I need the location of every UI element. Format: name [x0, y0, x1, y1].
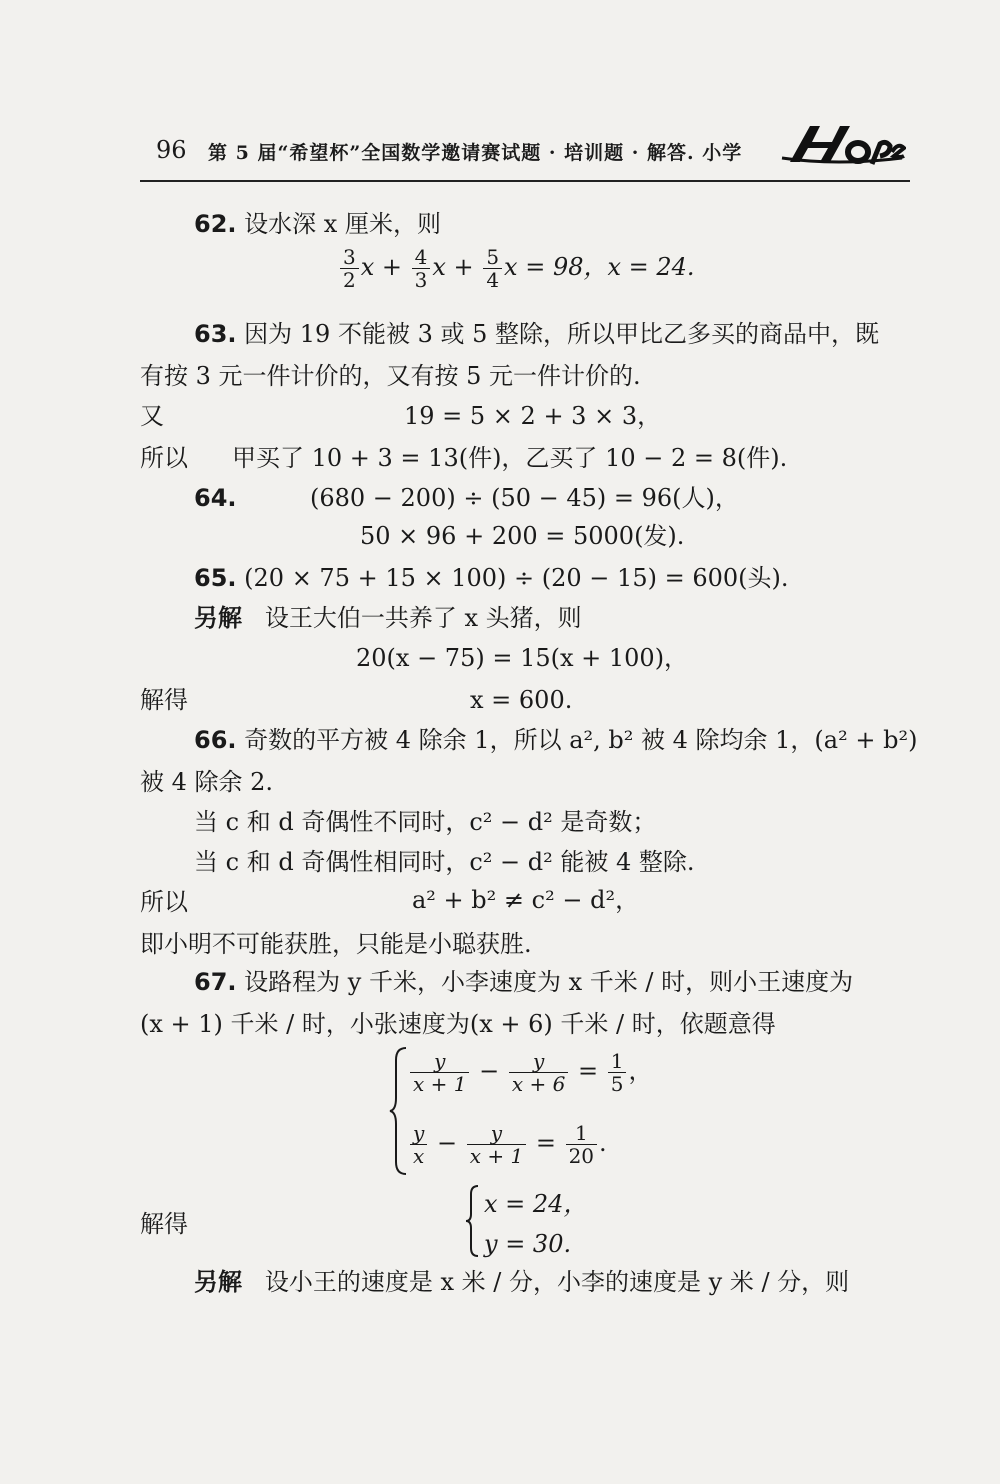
problem-number-67: 67. — [194, 968, 237, 996]
problem-66-inequality: a² + b² ≠ c² − d²， — [412, 886, 640, 914]
fraction: $\frac{3}{2}$ — [340, 246, 359, 291]
system-equation-2: $\frac{y}{x}$ − $\frac{y}{x + 1}$ = $\frac{1}{20}$ . — [408, 1122, 607, 1167]
problem-63-result: 甲买了 10 + 3 = 13(件)，乙买了 10 − 2 = 8(件). — [232, 444, 788, 472]
solution-x: x = 24， — [484, 1190, 588, 1218]
problem-66-line-2: 被 4 除余 2. — [140, 768, 274, 796]
problem-65-line-1: 65. (20 × 75 + 15 × 100) ÷ (20 − 15) = 600(头). — [194, 564, 789, 592]
page-header — [140, 118, 910, 182]
problem-number-66: 66. — [194, 726, 237, 754]
problem-63-line-1: 63. 因为 19 不能被 3 或 5 整除，所以甲比乙多买的商品中，既 — [194, 320, 880, 348]
problem-number-65: 65. — [194, 564, 237, 592]
problem-64-equation-2: 50 × 96 + 200 = 5000(发). — [360, 522, 685, 550]
system-equation-1: $\frac{y}{x + 1}$ − $\frac{y}{x + 6}$ = $\frac{1}{5}$ ， — [408, 1050, 652, 1095]
problem-65-equation: 20(x − 75) = 15(x + 100)， — [356, 644, 689, 672]
problem-number-63: 63. — [194, 320, 237, 348]
problem-67-line-1: 67. 设路程为 y 千米，小李速度为 x 千米 / 时，则小王速度为 — [194, 968, 854, 996]
problem-number-64: 64. — [194, 484, 237, 512]
problem-63-equation: 19 = 5 × 2 + 3 × 3， — [404, 402, 662, 430]
problem-65-solution: x = 600. — [470, 686, 573, 714]
label-jiede: 解得 — [140, 686, 188, 714]
left-brace-icon — [388, 1046, 410, 1176]
problem-number-62: 62. — [194, 210, 237, 238]
problem-63-line-2: 有按 3 元一件计价的，又有按 5 元一件计价的. — [140, 362, 641, 390]
problem-62-equation: $\frac{3}{2}$ x + $\frac{4}{3}$ x + $\frac{5}{4}$ x = 98，x = 24. — [338, 246, 695, 291]
problem-66-line-1: 66. 奇数的平方被 4 除余 1，所以 a², b² 被 4 除均余 1，(a² + b²) — [194, 726, 918, 754]
label-suoyi-2: 所以 — [140, 888, 188, 916]
fraction: $\frac{5}{4}$ — [483, 246, 502, 291]
problem-64-equation-1: (680 − 200) ÷ (50 − 45) = 96(人)， — [310, 484, 739, 512]
alt-solution-label: 另解 — [194, 603, 242, 632]
problem-66-line-4: 当 c 和 d 奇偶性相同时，c² − d² 能被 4 整除. — [194, 848, 695, 876]
fraction: $\frac{4}{3}$ — [412, 246, 431, 291]
problem-65-alt: 另解 设王大伯一共养了 x 头猪，则 — [194, 603, 582, 632]
hope-logo — [776, 118, 906, 170]
problem-66-conclusion: 即小明不可能获胜，只能是小聪获胜. — [140, 930, 532, 958]
label-suoyi: 所以 — [140, 444, 188, 472]
problem-67-line-2: (x + 1) 千米 / 时，小张速度为(x + 6) 千米 / 时，依题意得 — [140, 1010, 776, 1038]
page-number: 96 — [156, 136, 187, 164]
running-title: 第 5 届“希望杯”全国数学邀请赛试题 · 培训题 · 解答. 小学 — [208, 142, 743, 164]
problem-62-line-1: 62. 设水深 x 厘米，则 — [194, 210, 441, 238]
solution-y: y = 30. — [484, 1230, 572, 1258]
logo-hand-lettering-hope — [782, 126, 904, 164]
problem-66-line-3: 当 c 和 d 奇偶性不同时，c² − d² 是奇数； — [194, 808, 657, 836]
problem-67-alt: 另解 设小王的速度是 x 米 / 分，小李的速度是 y 米 / 分，则 — [194, 1267, 850, 1296]
label-jiede-2: 解得 — [140, 1210, 188, 1238]
label-you: 又 — [140, 402, 164, 430]
problem-64-line-1 — [194, 486, 237, 510]
alt-solution-label: 另解 — [194, 1267, 242, 1296]
left-brace-icon — [464, 1184, 482, 1258]
